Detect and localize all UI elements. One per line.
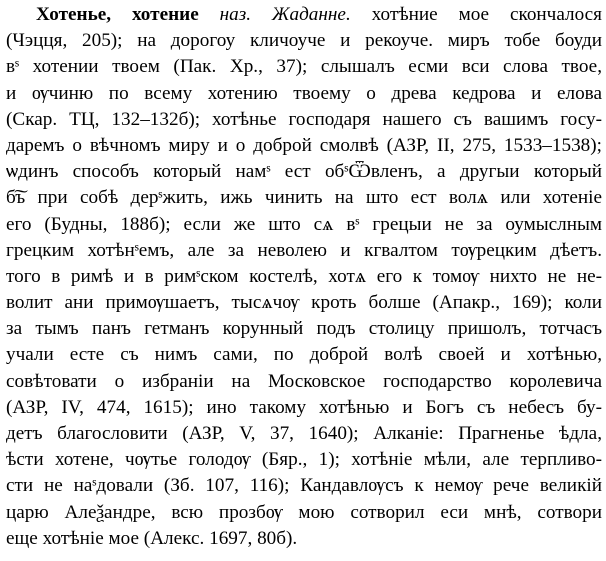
entry-line: и ѹчиню по всему хотению твоему о древа кедрова и елова — [6, 82, 602, 104]
entry-line: даремъ о вѣчномъ миру и о доброй смолвѣ (АЗР, II, 275, 1533–1538); — [6, 134, 602, 156]
entry-line: того в римѣ и в римˢском костелѣ, хотѧ его к томѹ нихто не не- — [6, 265, 602, 287]
entry-headword: Хотенье, хотение — [36, 4, 199, 25]
entry-line: б͠ъ при собѣ дерˢжить, ижь чинить на што ест волѧ или хотеніе — [6, 187, 602, 209]
entry-line: сти не наˢдовали (Зб. 107, 116); Кандавлѹсъ к немѹ рече великій — [6, 475, 602, 497]
entry-line: волит ани примѹшаетъ, тысѧчѹ кроть болше (Апакр., 169); коли — [6, 292, 602, 314]
entry-line: детъ благословити (АЗР, V, 37, 1640); Алканіе: Прагненье ѣдла, — [6, 423, 602, 444]
entry-line-text: хотѣние мое скончалося — [350, 4, 602, 25]
entry-line: (АЗР, IV, 474, 1615); ино такому хотѣнью и Богъ съ небесъ бу- — [6, 396, 602, 418]
entry-line: вˢ хотении твоем (Пак. Хр., 37); слышалъ есми вси слова твое, — [6, 56, 602, 78]
entry-line: совѣтовати о избраніи на Московское господарство королевича — [6, 370, 602, 392]
entry-line: (Скар. ТЦ, 132–132б); хотѣнье господаря нашего съ вашимъ госу- — [6, 108, 602, 130]
entry-line: царю Алеѯандре, всю прозбѹ мою сотворил еси мнѣ, сотвори — [6, 501, 602, 523]
entry-line: за тымъ панъ гетманъ корунный подъ столицу пришолъ, тотчасъ — [6, 318, 602, 340]
entry-line: ѡдинъ способъ который намˢ ест обˢѾвленъ, а другыи который — [6, 161, 602, 183]
entry-line: ѣсти хотене, чѹтье голодѹ (Бяр., 1); хотѣніе мѣли, але терпливо- — [6, 449, 602, 471]
grammatical-label: наз. — [219, 4, 252, 25]
entry-translation: Жаданне. — [271, 4, 351, 25]
entry-line: еще хотѣніе мое (Алекс. 1697, 80б). — [6, 527, 298, 549]
entry-line: грецким хотѣнˢемъ, але за неволею и кгвалтом тѹрецким дѣетъ. — [6, 239, 602, 261]
entry-line: его (Будны, 188б); если же што сѧ вˢ грецыи не за оумыслным — [6, 213, 602, 235]
dictionary-entry — [6, 2, 602, 552]
entry-line — [6, 2, 602, 28]
entry-line: (Чэцця, 205); на дорогоу кличоуче и рекоуче. миръ тобе боуди — [6, 30, 602, 52]
entry-line: учали есте съ нимъ сами, по доброй волѣ своей и хотѣнью, — [6, 344, 602, 366]
